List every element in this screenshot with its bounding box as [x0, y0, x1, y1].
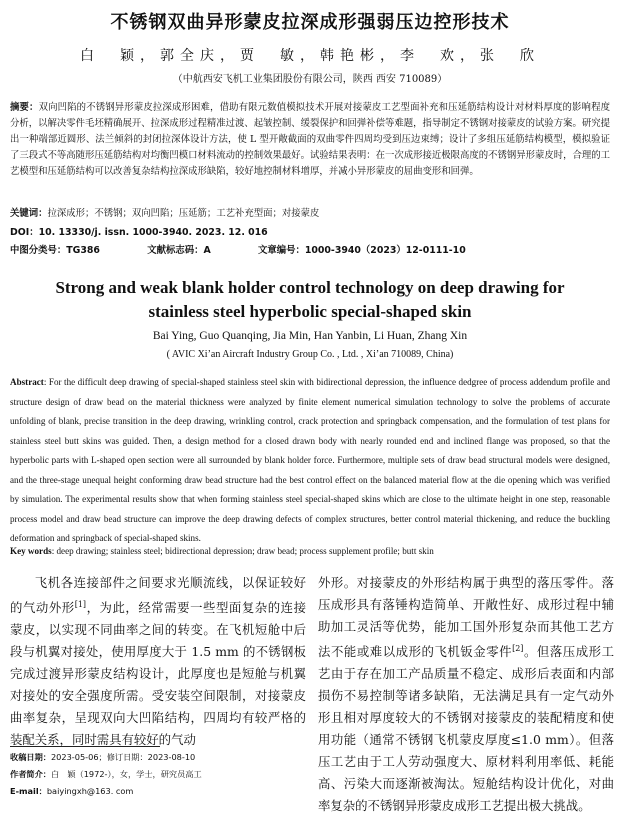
- chinese-abstract: [10, 100, 610, 180]
- english-keywords: [10, 542, 610, 562]
- english-abstract-label: Abstract: [10, 377, 44, 387]
- footnote-divider: [10, 746, 160, 747]
- english-title: [0, 276, 620, 324]
- chinese-affiliation: （中航西安飞机工业集团股份有限公司，陕西 西安 710089）: [172, 74, 448, 85]
- footnote-email-address[interactable]: baiyingxh@163. com: [46, 786, 134, 796]
- english-authors: Bai Ying, Guo Quanqing, Jia Min, Han Yanbin, Li Huan, Zhang Xin: [152, 330, 468, 342]
- doi-label: DOI：: [10, 227, 39, 238]
- chinese-abstract-label: 摘要：: [10, 102, 39, 113]
- chinese-abstract-text: 双向凹陷的不锈钢异形蒙皮拉深成形困难，借助有限元数值模拟技术开展对接蒙皮工艺型面补充和压延筋结构设计对材料厚度的影响程度分析，以解决零件毛坯精确展开、拉深成形过程精准过渡、起皱控制、缓裂保护和回弹补偿等难题，指导制定不锈钢对接蒙皮的试验方案。研究提出一种端部近圆形、法兰倾斜的封闭拉深体设计方法，使 L 型开敞截面的双曲零件四周均受到压边束缚；设计了多组压延筋结构模型，模拟验证了三段式不等高随形压延筋结构对均衡凹模口材料流动的控制效果最好。试验结果表明：在一次成形接近极限高度的不锈钢异形蒙皮时，合理的工艺模型和压延筋结构可以改善复杂结构拉深成形缺陷，较好地控制材料增厚，并减小异形蒙皮的屈曲变形和回弹。: [10, 102, 611, 177]
- english-abstract: [10, 373, 610, 549]
- classification-line: [10, 242, 510, 256]
- footnote-author: [10, 769, 202, 780]
- english-abstract-text: : For the difficult deep drawing of special-shaped stainless steel skin with bidirectional depression, the influence dedgree of process addendum profile and structure design of draw bead on the material thickness were analyzed by finite element numerical simulation technology to solve the problems of accurate unfolding of blank, precise transition in the deep drawing, wrinkling control, crack protection and springback compensation, and the formulation of test plans for stainless steel butt skins was guided. Then, a design method for a closed drawn body with nearly rounded end and inclined flange was proposed, so that the hyperbolic parts with L-shaped open section were all surrounded by blank holder force. Furthermore, multiple sets of draw bead structural models were designed, and the three-stage unequal height conforming draw bead structure had the best control effect on the balanced material flow at the die opening which was verified by simulation. The experimental results show that when forming stainless steel special-shaped skins which are close to the ultimate height in one step, reasonable process model and draw bead structure can improve the deep drawing defects of complex structures, better control material thickening, and reduce the buckling deformation and springback of special-shaped skins.: [10, 377, 610, 543]
- clc-number: 中图分类号：TG386: [10, 245, 100, 256]
- chinese-keywords: [10, 206, 610, 222]
- body-column-right: 外形。对接蒙皮的外形结构属于典型的落压零件。落压成形具有落锤构造简单、开敞性好、成形过程中辅助加工灵活等优势，能加工国外形复杂而其他工艺方法不能或难以成形的飞机钣金零件[2]。但落压成形工艺由于存在加工产品质量不稳定、成形后表面和内部损伤不易控制等诸多缺陷，无法满足具有一定气动外形且相对厚度较大的不锈钢对接蒙皮的装配精度和使用功能（通常不锈钢飞机蒙皮厚度≤1.0 mm）。但落压工艺由于工人劳动强度大、原材料利用率低、耗能高、污染大而逐渐被淘汰。短舱结构设计优化，对曲率复杂的不锈钢异形蒙皮成形工艺提出极大挑战。: [318, 575, 615, 814]
- english-affiliation: ( AVIC Xi’an Aircraft Industry Group Co. , Ltd. , Xi’an 710089, China): [166, 349, 454, 360]
- english-title-line-1: Strong and weak blank holder control technology on deep drawing for: [55, 278, 565, 297]
- footnote-received: [10, 752, 195, 763]
- english-keywords-text: : deep drawing; stainless steel; bidirectional depression; draw bead; process supplement profile; butt skin: [51, 546, 434, 556]
- footnote-author-label: 作者简介：: [10, 769, 51, 779]
- doi-value[interactable]: 10. 13330/j. issn. 1000-3940. 2023. 12. 016: [38, 227, 268, 238]
- article-number: 文章编号：1000-3940（2023）12-0111-10: [257, 245, 466, 256]
- footnote-email: [10, 786, 133, 797]
- chinese-title: 不锈钢双曲异形蒙皮拉深成形强弱压边控形技术: [110, 12, 510, 33]
- chinese-keywords-text: 拉深成形；不锈钢；双向凹陷；压延筋；工艺补充型面；对接蒙皮: [47, 208, 320, 219]
- footnote-email-label: E-mail：: [10, 786, 47, 796]
- footnote-received-label: 收稿日期：: [10, 752, 51, 762]
- chinese-keywords-label: 关键词：: [10, 208, 48, 219]
- footnote-received-dates: 2023-05-06；修订日期：2023-08-10: [50, 752, 196, 762]
- document-code: 文献标志码：A: [147, 245, 211, 256]
- english-keywords-label: Key words: [10, 546, 52, 556]
- body-column-left: 飞机各连接部件之间要求光顺流线，以保证较好的气动外形[1]，为此，经常需要一些型面复杂的连接蒙皮，以实现不同曲率之间的转变。在飞机短舱中后段与机翼对接处，使用厚度大于 1.5 mm 的不锈钢板完成过渡异形蒙皮结构设计，此厚度也是短舱与机翼对接处的安全强度所需。受安装空间限制，对接蒙皮曲率复杂，呈现双向大凹陷结构，四周均有较严格的装配关系，同时需具有较好的气动: [10, 575, 307, 748]
- footnote-author-info: 白 颖（1972-），女，学士，研究员高工: [50, 769, 202, 779]
- chinese-authors: 白 颖，郭全庆，贾 敏，韩艳彬，李 欢，张 欣: [80, 48, 540, 64]
- english-title-line-2: stainless steel hyperbolic special-shaped skin: [148, 302, 472, 321]
- doi-line: [10, 224, 268, 238]
